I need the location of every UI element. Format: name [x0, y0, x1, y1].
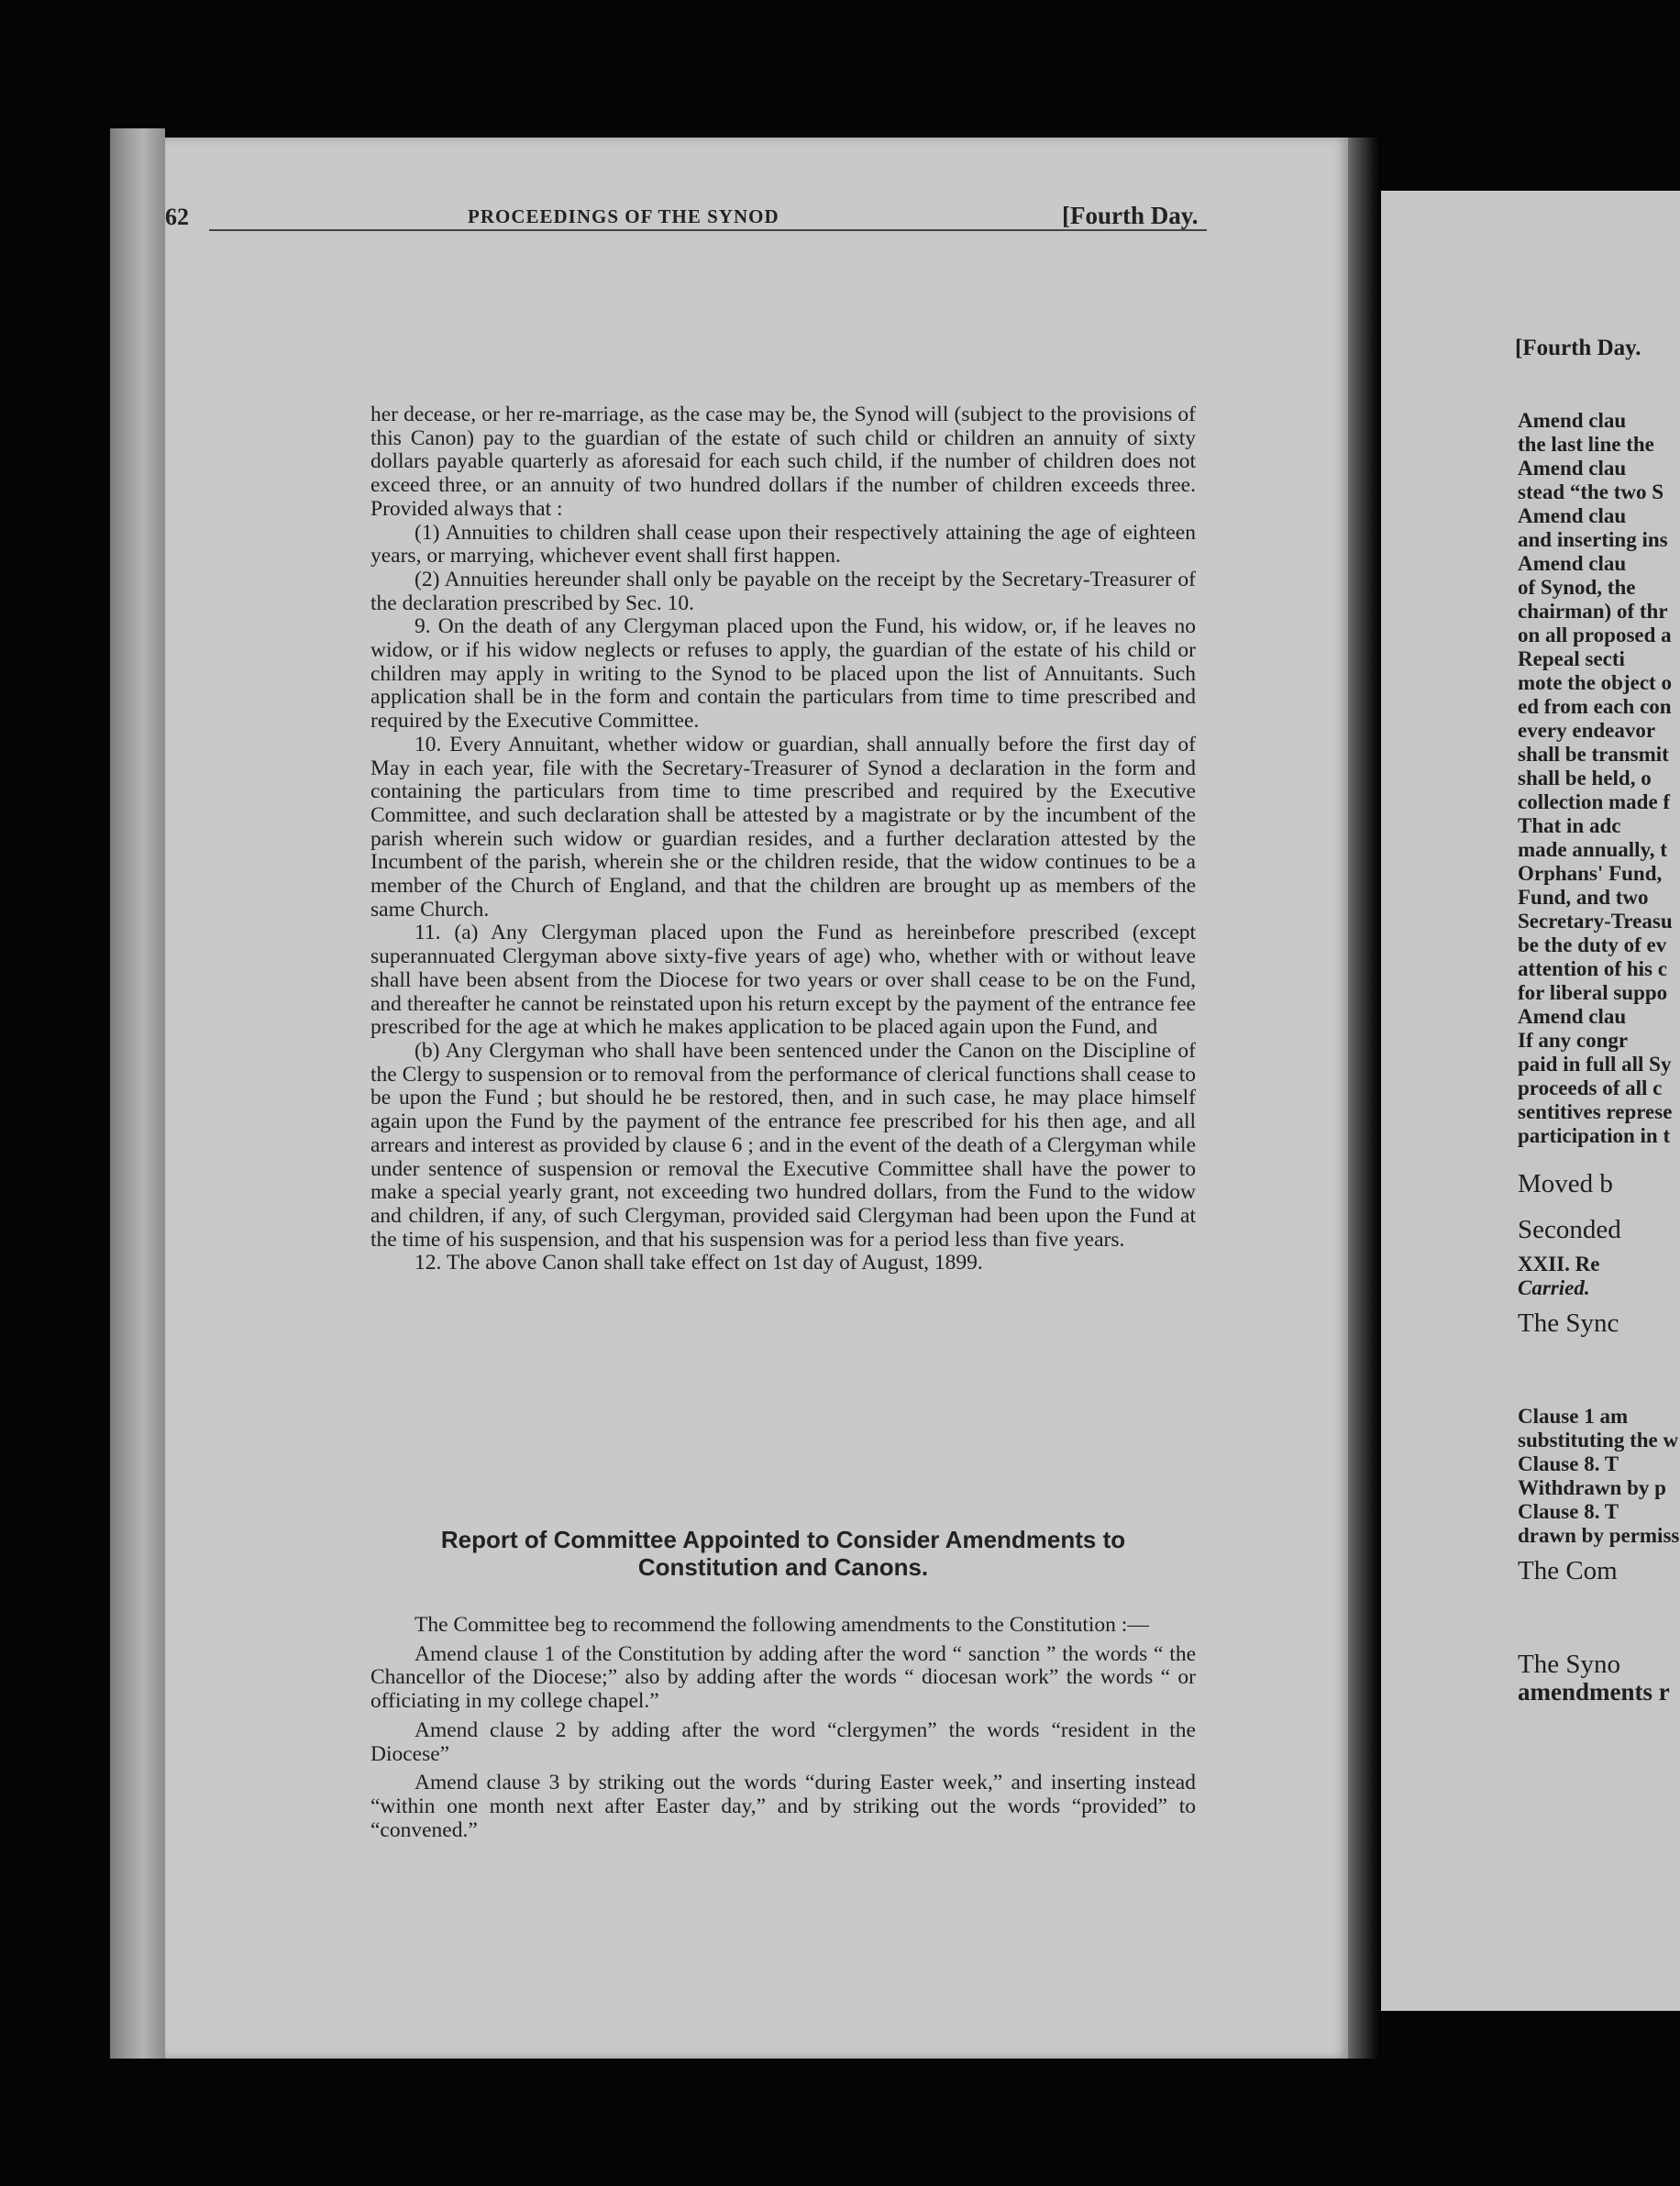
- carried-line: Carried.: [1518, 1276, 1590, 1299]
- text-line: Repeal secti: [1518, 647, 1625, 670]
- text-line: of Synod, the: [1518, 576, 1636, 599]
- paragraph: her decease, or her re-marriage, as the case may be, the Synod will (subject to the provisions of this Canon) pay to the guardian of the estate of such child or children an annuity of sixty dollars payable quarterly as aforesaid for each such child, if the number of children does not exceed three, or an annuity of two hundred dollars if the number of children exceeds three. Provided always that :: [370, 403, 1196, 521]
- text-line: Amend clau: [1518, 552, 1627, 575]
- text-line: participation in t: [1518, 1124, 1671, 1147]
- text-line: shall be held, o: [1518, 767, 1652, 789]
- text-line: Withdrawn by p: [1518, 1476, 1666, 1499]
- moved-line: Moved b: [1518, 1169, 1613, 1198]
- report-heading: [370, 1526, 1196, 1581]
- right-page-text: [1518, 409, 1680, 1704]
- book-gutter: [1348, 138, 1381, 2059]
- text-line: Fund, and two: [1518, 886, 1649, 909]
- text-line: mote the object o: [1518, 671, 1672, 694]
- amendments-line: amendments r: [1518, 1678, 1670, 1706]
- text-line: shall be transmit: [1518, 743, 1669, 766]
- paragraph: 9. On the death of any Clergyman placed upon the Fund, his widow, or, if he leaves no widow, or if his widow neglects or refuses to apply, the guardian of the estate of his child or children may apply in writing to the Synod to be placed upon the list of Annuitants. Such application shall be in the form and contain the particulars from time to time prescribed and required by the Executive Committee.: [370, 614, 1196, 734]
- report-text: [370, 1614, 1196, 1848]
- text-line: Clause 8. T: [1518, 1452, 1619, 1475]
- text-line: every endeavor: [1518, 719, 1656, 742]
- text-line: That in adc: [1518, 814, 1621, 837]
- text-line: stead “the two S: [1518, 480, 1664, 503]
- text-line: Clause 8. T: [1518, 1500, 1619, 1523]
- paragraph: Amend clause 1 of the Constitution by adding after the word “ sanction ” the words “ the Chancellor of the Diocese;” also by adding after the words “ diocesan work” the words “ or officiating in my college chapel.”: [370, 1641, 1196, 1714]
- page-edge-stack: [110, 128, 165, 2059]
- canon-text: [370, 403, 1196, 1275]
- paragraph: (1) Annuities to children shall cease upon their respectively attaining the age of eighteen years, or marrying, whichever event shall first happen.: [370, 520, 1196, 569]
- paragraph: 12. The above Canon shall take effect on 1st day of August, 1899.: [414, 1251, 983, 1275]
- text-line: ed from each con: [1518, 695, 1672, 718]
- report-heading-line: Constitution and Canons.: [637, 1553, 929, 1581]
- text-line: Secretary-Treasu: [1518, 910, 1673, 933]
- page-number: 62: [165, 204, 189, 230]
- text-line: Amend clau: [1518, 1005, 1627, 1028]
- text-line: Amend clau: [1518, 457, 1627, 480]
- text-line: on all proposed a: [1518, 624, 1672, 646]
- text-line: made annually, t: [1518, 838, 1667, 861]
- report-heading-line: Report of Committee Appointed to Consider Amendments to: [440, 1526, 1126, 1553]
- paragraph: Amend clause 2 by adding after the word “clergymen” the words “resident in the Diocese”: [370, 1717, 1196, 1766]
- xxii-line: XXII. Re: [1518, 1253, 1600, 1275]
- running-head: PROCEEDINGS OF THE SYNOD: [468, 205, 779, 227]
- text-line: attention of his c: [1518, 957, 1667, 980]
- text-line: If any congr: [1518, 1029, 1629, 1052]
- text-line: for liberal suppo: [1518, 981, 1668, 1004]
- paragraph: Amend clause 3 by striking out the words “during Easter week,” and inserting instead “within one month next after Easter day,” and by striking out the words “provided” to “convened.”: [370, 1771, 1196, 1842]
- synod-line: The Sync: [1518, 1308, 1619, 1338]
- synod-line: The Syno: [1518, 1650, 1620, 1679]
- seconded-line: Seconded: [1518, 1215, 1621, 1244]
- paragraph: 11. (a) Any Clergyman placed upon the Fund as hereinbefore prescribed (except superannuated Clergyman above sixty-five years of age) who, whether with or without leave shall have been absent from the Diocese for two years or over shall cease to be on the Fund, and thereafter he cannot be reinstated upon his return except by the payment of the entrance fee prescribed for the age at which he makes application to be placed again upon the Fund, and: [370, 921, 1196, 1040]
- text-line: collection made f: [1518, 790, 1671, 813]
- text-line: chairman) of thr: [1518, 600, 1668, 623]
- text-line: and inserting ins: [1518, 528, 1668, 551]
- text-line: proceeds of all c: [1518, 1076, 1663, 1099]
- text-line: sentitives represe: [1518, 1100, 1673, 1123]
- text-line: drawn by permiss: [1518, 1524, 1680, 1547]
- text-line: substituting the w: [1518, 1429, 1679, 1452]
- paragraph: (2) Annuities hereunder shall only be payable on the receipt by the Secretary-Treasurer of the declaration prescribed by Sec. 10.: [370, 567, 1196, 615]
- text-line: paid in full all Sy: [1518, 1053, 1672, 1076]
- text-line: Clause 1 am: [1518, 1405, 1629, 1428]
- day-label: [Fourth Day.: [1062, 202, 1199, 229]
- text-line: the last line the: [1518, 433, 1654, 456]
- text-line: Amend clau: [1518, 409, 1627, 432]
- text-line: Orphans' Fund,: [1518, 862, 1663, 885]
- text-line: Amend clau: [1518, 504, 1627, 527]
- paragraph: 10. Every Annuitant, whether widow or guardian, shall annually before the first day of May in each year, file with the Secretary-Treasurer of Synod a declaration in the form and containing the particulars from time to time prescribed and required by the Executive Committee, and such declaration shall be attested by a magistrate or by the incumbent of the parish wherein such widow or guardian resides, and a further declaration attested by the Incumbent of the parish, wherein she or the children reside, that the widow continues to be a member of the Church of England, and that the children are brought up as members of the same Church.: [370, 732, 1196, 922]
- paragraph: The Committee beg to recommend the following amendments to the Constitution :—: [414, 1613, 1149, 1637]
- right-page-header: [Fourth Day.: [1515, 336, 1641, 360]
- committee-line: The Com: [1518, 1556, 1618, 1585]
- paragraph: (b) Any Clergyman who shall have been sentenced under the Canon on the Discipline of the Clergy to suspension or to removal from the performance of clerical functions shall cease to be upon the Fund ; but should he be restored, then, and in such case, he may place himself again upon the Fund by the payment of the entrance fee prescribed for his then age, and all arrears and interest as provided by clause 6 ; and in the event of the death of a Clergyman while under sentence of suspension or removal the Executive Committee shall have the power to make a special yearly grant, not exceeding two hundred dollars, from the Fund to the widow and children, if any, of such Clergyman, provided said Clergyman had been upon the Fund at the time of his suspension, and that his suspension was for a period less than five years.: [370, 1038, 1196, 1252]
- text-line: be the duty of ev: [1518, 933, 1667, 956]
